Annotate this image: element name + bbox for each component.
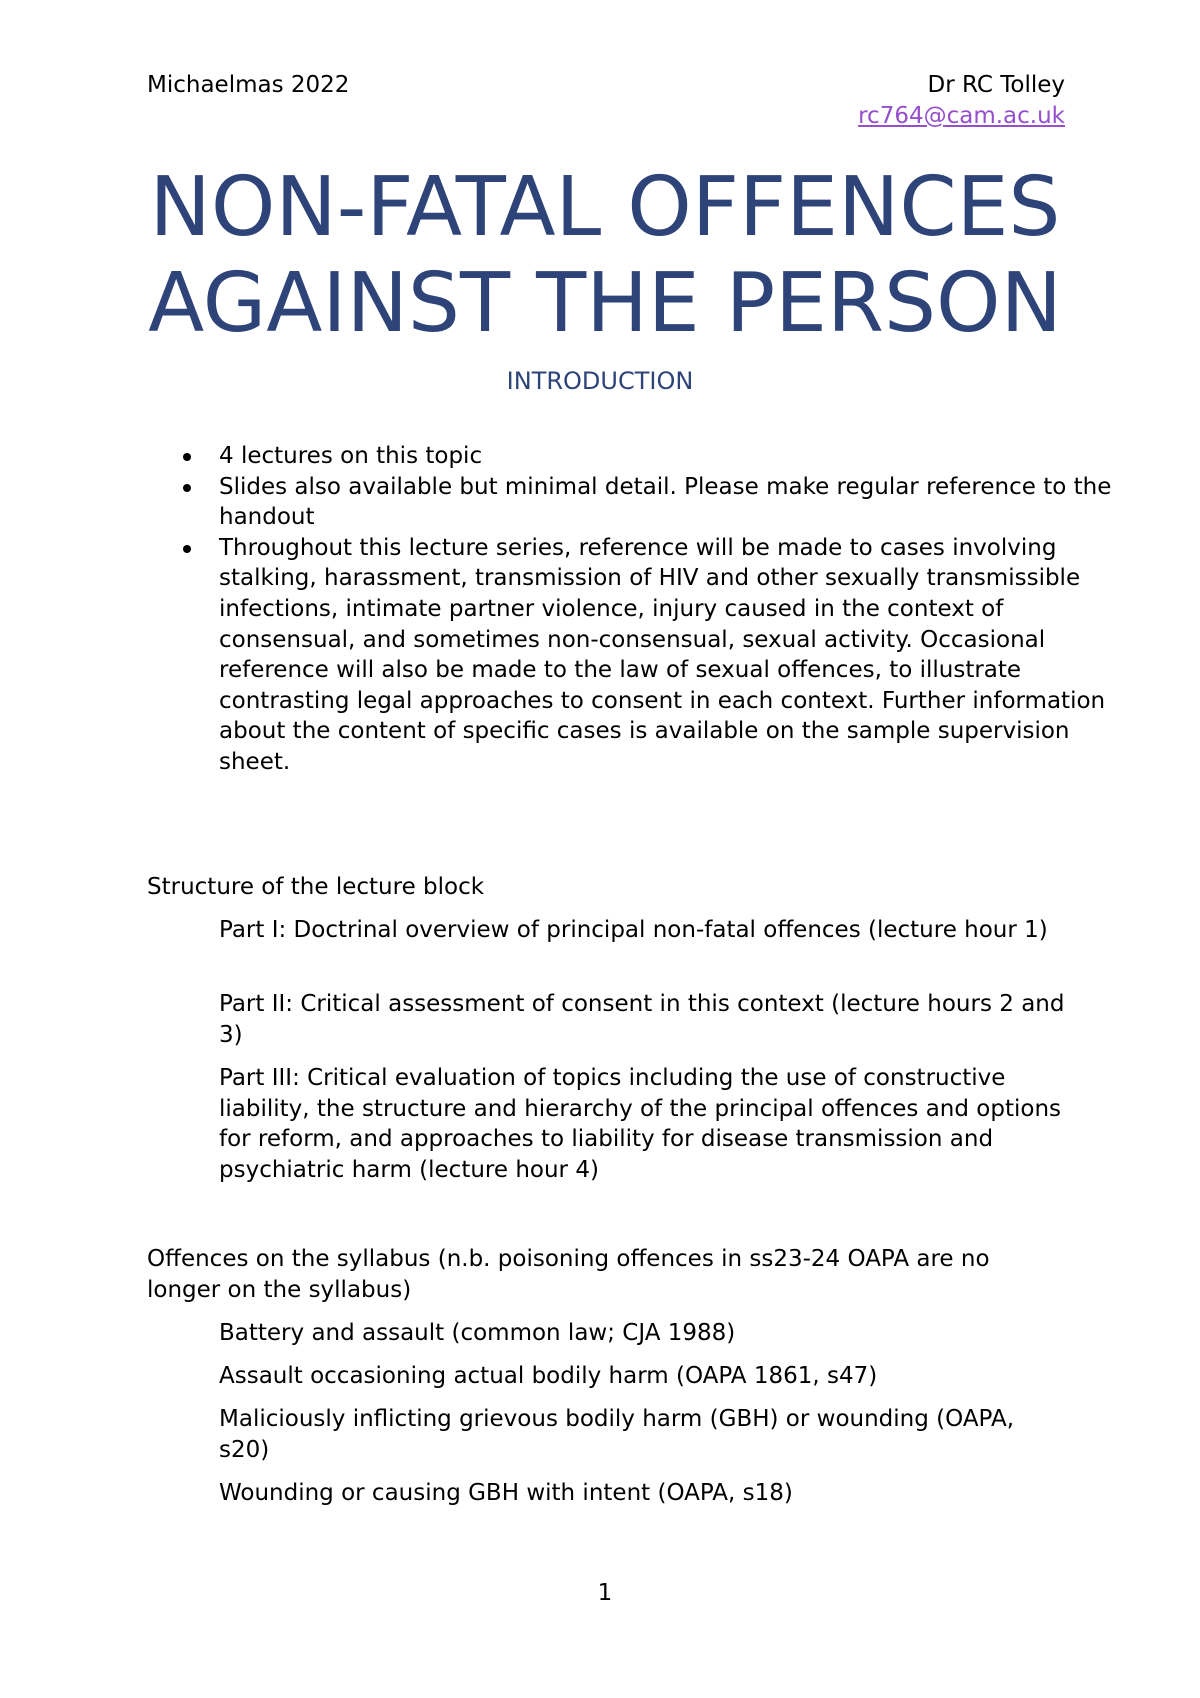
bullet-dot-icon <box>183 453 191 461</box>
structure-part-3: Part III: Critical evaluation of topics including the use of constructive liability, the structure and hierarchy of the principal offences and options for reform, and approaches to liability for disease transmission and psychiatric harm (lecture hour 4) <box>219 1065 1062 1183</box>
bullet-dot-icon <box>183 545 191 553</box>
offence-item-4: Wounding or causing GBH with intent (OAPA, s18) <box>219 1480 793 1506</box>
title-line-2: AGAINST THE PERSON <box>148 256 1062 351</box>
section-subtitle: INTRODUCTION <box>506 367 694 395</box>
offences-heading: Offences on the syllabus (n.b. poisoning offences in ss23-24 OAPA are no longer on the syllabus) <box>147 1246 990 1303</box>
bullet-item: Throughout this lecture series, reference will be made to cases involving stalking, harassment, transmission of HIV and other sexually transmissible infections, intimate partner violence, injury caused in the context of consensual, and sometimes non-consensual, sexual activity. Occasional reference will also be made to the law of sexual offences, to illustrate contrasting legal approaches to consent in each context. Further information about the content of specific cases is available on the sample supervision sheet. <box>219 533 1139 778</box>
header-author: Dr RC Tolley <box>927 72 1065 98</box>
page-number: 1 <box>597 1580 613 1606</box>
bullet-item: 4 lectures on this topic <box>219 441 1139 472</box>
bullet-list <box>147 441 1139 778</box>
structure-heading: Structure of the lecture block <box>147 874 485 900</box>
bullet-dot-icon <box>183 484 191 492</box>
offence-item-2: Assault occasioning actual bodily harm (OAPA 1861, s47) <box>219 1363 878 1389</box>
document-title <box>0 160 1200 352</box>
email-link[interactable]: rc764@cam.ac.uk <box>858 103 1065 129</box>
header-right <box>858 70 1065 132</box>
bullet-item: Slides also available but minimal detail. Please make regular reference to the handout <box>219 472 1139 533</box>
title-line-1: NON-FATAL OFFENCES <box>149 160 1061 255</box>
offence-item-1: Battery and assault (common law; CJA 1988) <box>219 1320 736 1346</box>
structure-part-2: Part II: Critical assessment of consent in this context (lecture hours 2 and 3) <box>219 991 1065 1048</box>
structure-part-1: Part I: Doctrinal overview of principal non-fatal offences (lecture hour 1) <box>219 917 1048 943</box>
header-term: Michaelmas 2022 <box>147 72 350 98</box>
offence-item-3: Maliciously inflicting grievous bodily harm (GBH) or wounding (OAPA, s20) <box>219 1406 1015 1463</box>
